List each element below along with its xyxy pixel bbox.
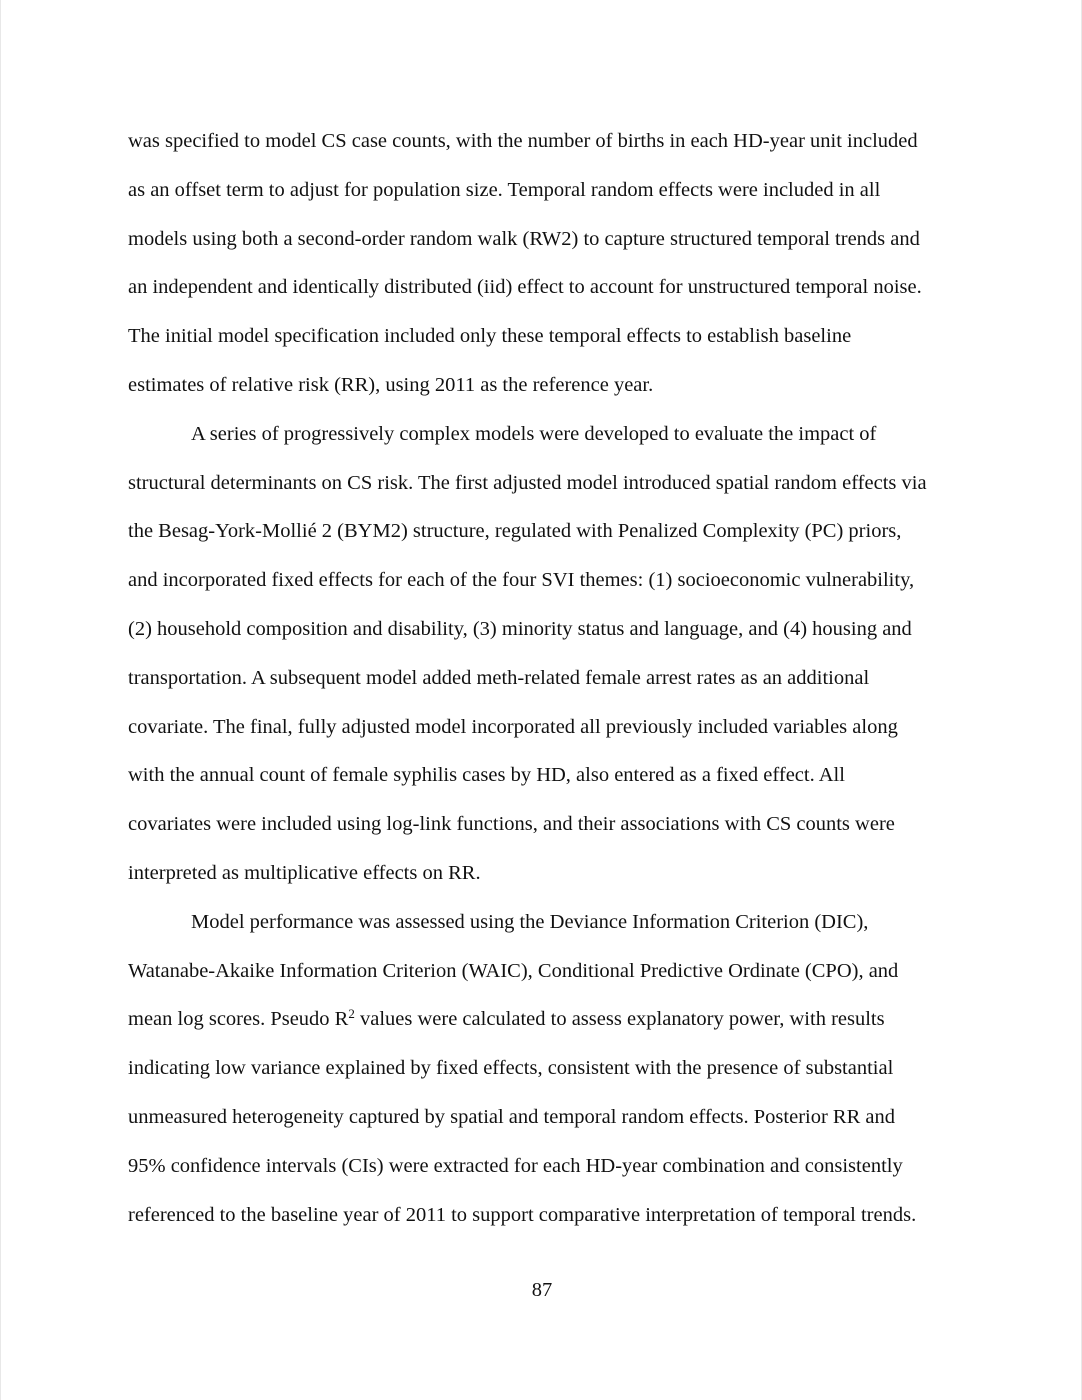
text-line: structural determinants on CS risk. The first adjusted model introduced spatial random effects via xyxy=(128,471,927,494)
text-line: with the annual count of female syphilis cases by HD, also entered as a fixed effect. All xyxy=(128,764,845,787)
text-line: unmeasured heterogeneity captured by spatial and temporal random effects. Posterior RR and xyxy=(128,1105,895,1128)
page-number: 87 xyxy=(531,1279,553,1301)
text-line: as an offset term to adjust for population size. Temporal random effects were included in all xyxy=(128,178,881,201)
text-line: estimates of relative risk (RR), using 2011 as the reference year. xyxy=(128,373,654,396)
text-line: an independent and identically distributed (iid) effect to account for unstructured temporal noise. xyxy=(128,276,922,299)
text-line: Watanabe-Akaike Information Criterion (WAIC), Conditional Predictive Ordinate (CPO), and xyxy=(128,959,899,982)
text-line: 95% confidence intervals (CIs) were extracted for each HD-year combination and consistently xyxy=(128,1154,903,1177)
text-line: models using both a second-order random walk (RW2) to capture structured temporal trends and xyxy=(128,227,920,250)
paragraph-first-line: A series of progressively complex models were developed to evaluate the impact of xyxy=(191,422,877,445)
text-line-with-superscript xyxy=(128,995,962,1044)
text-line: covariates were included using log-link functions, and their associations with CS counts were xyxy=(128,813,895,836)
text-line: referenced to the baseline year of 2011 to support comparative interpretation of temporal trends. xyxy=(128,1203,917,1226)
superscript: 2 xyxy=(348,1006,355,1022)
body-text xyxy=(128,117,962,1239)
text-segment: mean log scores. Pseudo R xyxy=(128,1008,349,1031)
paragraph-first-line: Model performance was assessed using the Deviance Information Criterion (DIC), xyxy=(191,910,869,933)
text-line: indicating low variance explained by fixed effects, consistent with the presence of substantial xyxy=(128,1057,894,1080)
text-segment: values were calculated to assess explanatory power, with results xyxy=(354,1008,885,1031)
text-line: covariate. The final, fully adjusted model incorporated all previously included variables along xyxy=(128,715,898,738)
text-line: and incorporated fixed effects for each of the four SVI themes: (1) socioeconomic vulnerability, xyxy=(128,569,915,592)
text-line: transportation. A subsequent model added meth-related female arrest rates as an additional xyxy=(128,666,870,689)
text-line: The initial model specification included only these temporal effects to establish baseline xyxy=(128,325,852,348)
text-line: the Besag-York-Mollié 2 (BYM2) structure, regulated with Penalized Complexity (PC) priors, xyxy=(128,520,902,543)
text-line: (2) household composition and disability, (3) minority status and language, and (4) housing and xyxy=(128,617,912,640)
text-line: interpreted as multiplicative effects on RR. xyxy=(128,861,481,884)
text-line: was specified to model CS case counts, with the number of births in each HD-year unit included xyxy=(128,130,918,152)
